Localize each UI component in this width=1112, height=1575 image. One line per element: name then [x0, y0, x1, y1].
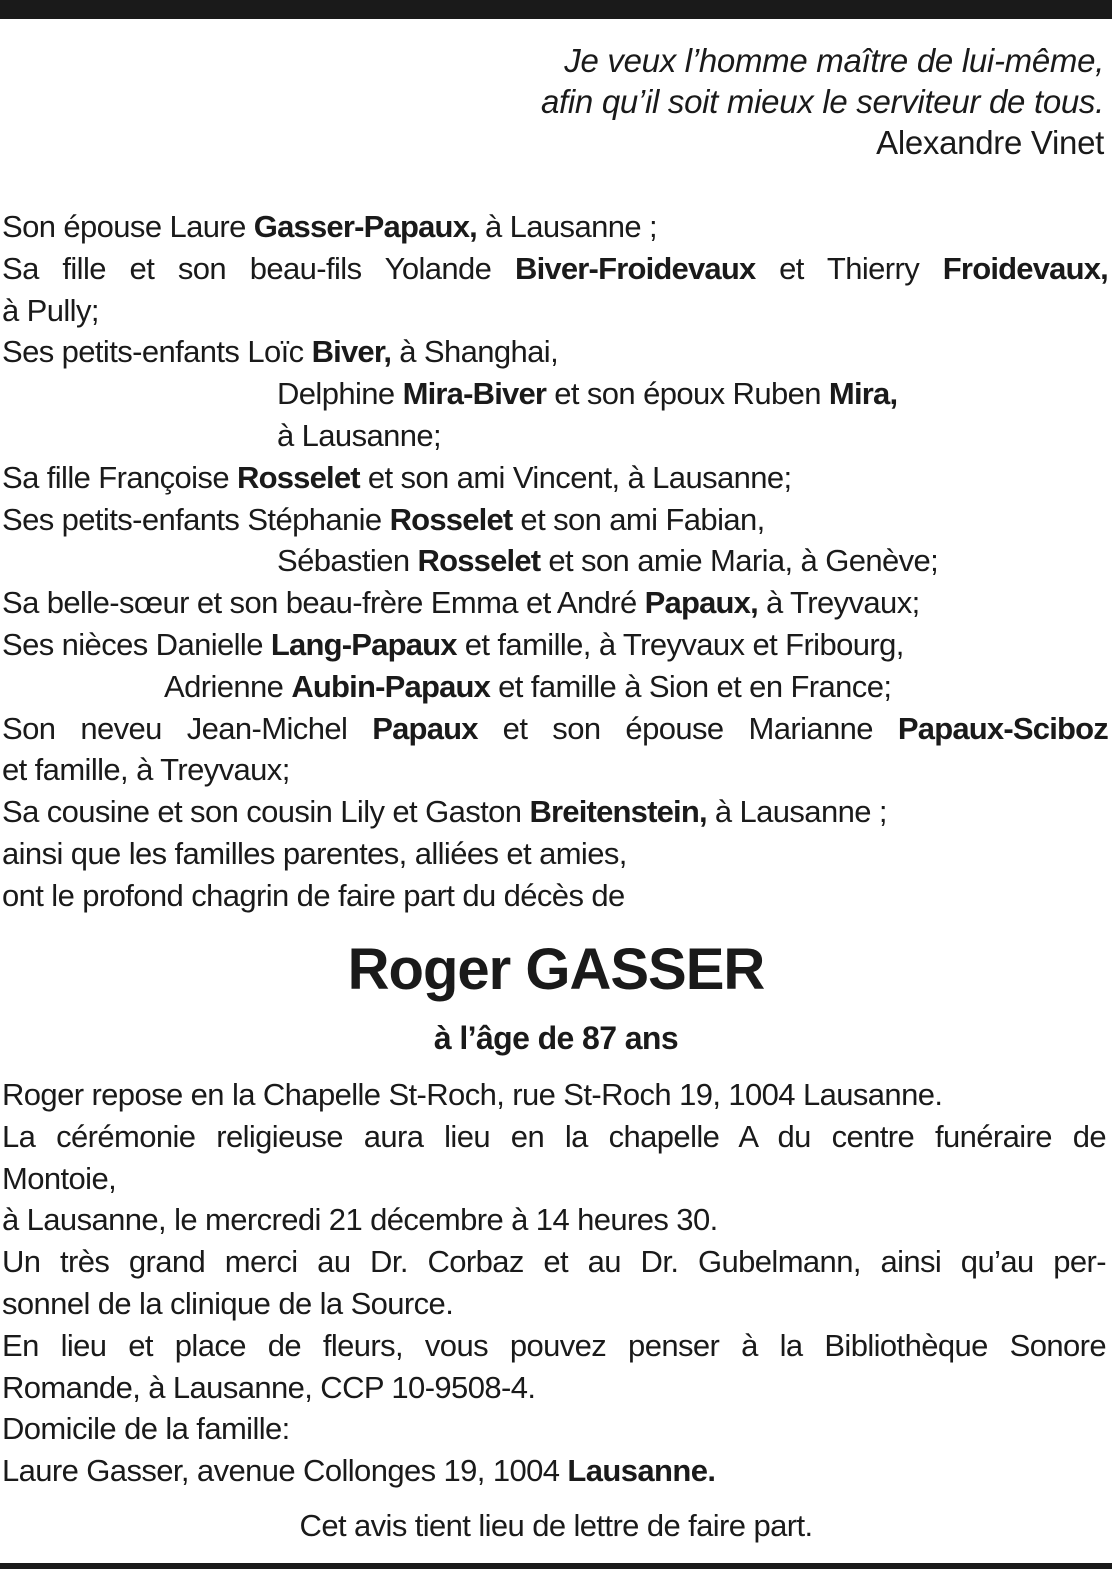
deceased-age: à l’âge de 87 ans — [433, 1020, 679, 1056]
family-line: à Pully; — [2, 292, 99, 328]
details-line: Domicile de la famille: — [2, 1411, 290, 1447]
family-line: et famille, à Treyvaux; — [2, 752, 290, 788]
family-line: Ses petits-enfants Stéphanie Rosselet et son ami Fabian, — [2, 501, 765, 537]
family-line: Delphine Mira-Biver et son époux Ruben Mira, — [277, 376, 898, 412]
top-rule — [0, 0, 1112, 19]
family-line: Son épouse Laure Gasser-Papaux, à Lausanne ; — [2, 209, 658, 244]
details-line: La cérémonie religieuse aura lieu en la chapelle A du centre funéraire de — [2, 1118, 1106, 1154]
family-line: ont le profond chagrin de faire part du décès de — [2, 877, 625, 913]
ceremony-details — [2, 1074, 1106, 1492]
details-line: à Lausanne, le mercredi 21 décembre à 14 heures 30. — [2, 1202, 718, 1238]
family-line: Adrienne Aubin-Papaux et famille à Sion et en France; — [164, 668, 892, 704]
family-line: Sébastien Rosselet et son amie Maria, à Genève; — [277, 543, 939, 579]
family-line: Ses nièces Danielle Lang-Papaux et famille, à Treyvaux et Fribourg, — [2, 626, 904, 662]
epigraph-author: Alexandre Vinet — [876, 124, 1104, 161]
deceased-name: Roger GASSER — [347, 937, 765, 1002]
details-line: Laure Gasser, avenue Collonges 19, 1004 Lausanne. — [2, 1453, 716, 1489]
bottom-rule — [0, 1563, 1112, 1569]
closing-note: Cet avis tient lieu de lettre de faire part. — [299, 1508, 813, 1543]
family-line: à Lausanne; — [277, 417, 442, 453]
epigraph — [541, 40, 1104, 163]
family-line: ainsi que les familles parentes, alliées et amies, — [2, 835, 627, 871]
family-line: Sa belle-sœur et son beau-frère Emma et André Papaux, à Treyvaux; — [2, 585, 920, 621]
family-line: Ses petits-enfants Loïc Biver, à Shanghai, — [2, 334, 559, 370]
family-line: Sa cousine et son cousin Lily et Gaston Breitenstein, à Lausanne ; — [2, 794, 887, 830]
details-line: Montoie, — [2, 1160, 117, 1196]
family-line: Sa fille et son beau-fils Yolande Biver-Froidevaux et Thierry Froidevaux, — [2, 250, 1108, 286]
family-list — [2, 206, 1108, 917]
family-line: Sa fille Françoise Rosselet et son ami Vincent, à Lausanne; — [2, 459, 792, 495]
details-line: Un très grand merci au Dr. Corbaz et au Dr. Gubelmann, ainsi qu’au per- — [2, 1244, 1106, 1280]
details-line: Roger repose en la Chapelle St-Roch, rue St-Roch 19, 1004 Lausanne. — [2, 1077, 943, 1112]
details-line: En lieu et place de fleurs, vous pouvez penser à la Bibliothèque Sonore — [2, 1327, 1106, 1363]
epigraph-line-1: Je veux l’homme maître de lui-même, — [564, 42, 1104, 79]
family-line: Son neveu Jean-Michel Papaux et son épouse Marianne Papaux-Sciboz — [2, 710, 1108, 746]
details-line: Romande, à Lausanne, CCP 10-9508-4. — [2, 1369, 536, 1405]
details-line: sonnel de la clinique de la Source. — [2, 1285, 454, 1321]
epigraph-line-2: afin qu’il soit mieux le serviteur de tous. — [540, 83, 1104, 120]
